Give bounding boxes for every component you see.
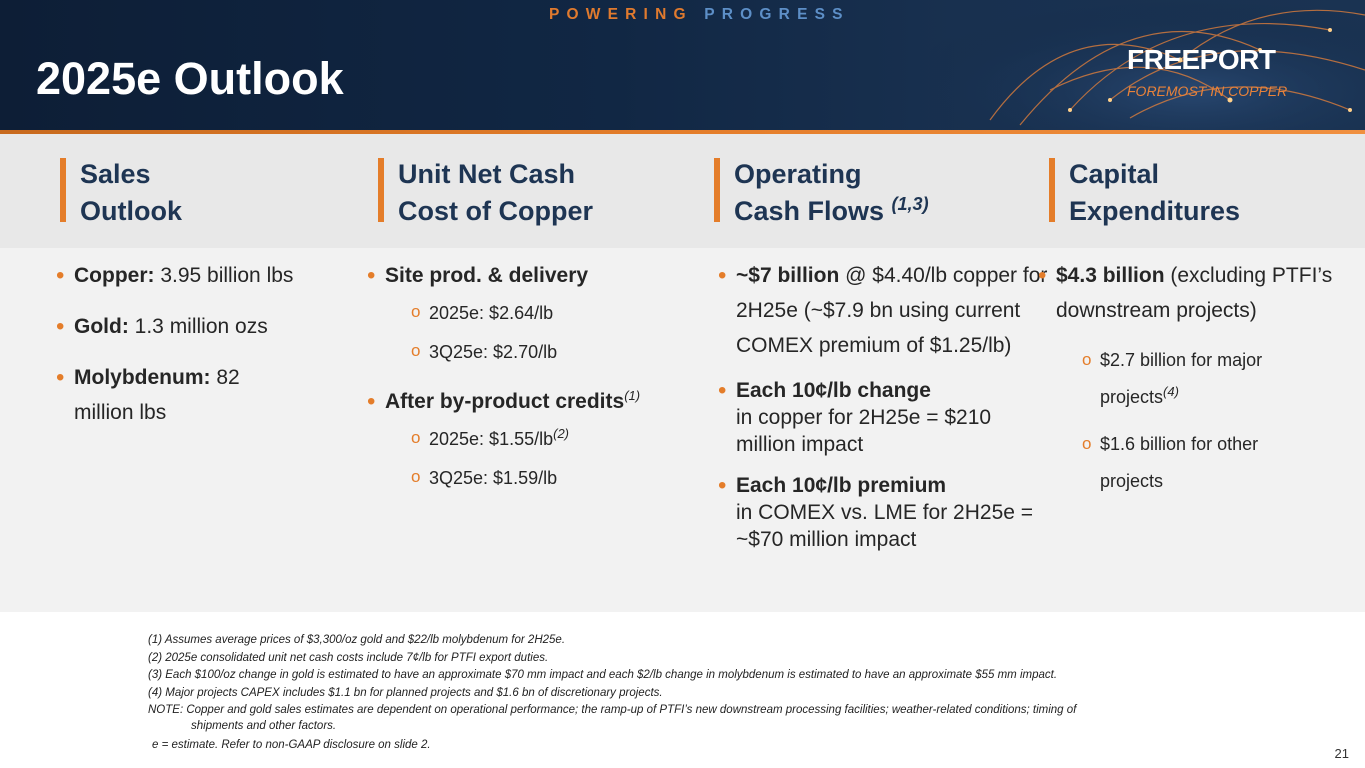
footnotes	[148, 632, 1248, 754]
capex-column	[1038, 258, 1338, 500]
heading-accent-bar	[1049, 158, 1055, 222]
capex-heading	[1049, 156, 1240, 232]
tagline	[549, 6, 850, 24]
note: NOTE: Copper and gold sales estimates are dependent on operational performance; the ramp-up of PTFI’s new downstream processing facilities; weather-related conditions; timing of	[148, 704, 1077, 716]
bullet-label: Molybdenum:	[74, 366, 211, 389]
sub-list-item	[411, 464, 687, 492]
bullet-text: (excluding PTFI’s downstream projects)	[1056, 264, 1333, 322]
sub-list-item	[411, 338, 687, 366]
footnote: (4) Major projects CAPEX includes $1.1 bn for planned projects and $1.6 bn of discretionary projects.	[148, 686, 663, 699]
sub-list-item	[1082, 342, 1302, 416]
sub-list-item	[411, 425, 687, 453]
bullet-label: • Each 10¢/lb premium	[736, 474, 947, 497]
heading-line: Unit Net Cash	[398, 159, 576, 189]
heading-line: Capital	[1069, 159, 1160, 189]
heading-accent-bar	[714, 158, 720, 222]
bullet-text: @ $4.40/lb copper for 2H25e (~$7.9 bn using current COMEX premium of $1.25/lb)	[736, 264, 1048, 357]
heading-line: Operating	[734, 159, 862, 189]
cash-flows-heading	[714, 156, 929, 232]
footnote: (2) 2025e consolidated unit net cash costs include 7¢/lb for PTFI export duties.	[148, 651, 549, 664]
sub-item-text: 3Q25e: $1.59/lb	[429, 468, 558, 488]
footnote-ref: (4)	[1163, 384, 1179, 399]
bullet-label: Site prod. & delivery	[385, 264, 589, 287]
list-item	[56, 360, 286, 430]
tagline-progress: PROGRESS	[704, 6, 850, 23]
list-item	[718, 377, 1048, 458]
bullet-text: in copper for 2H25e = $210 million impact	[736, 406, 992, 456]
bullet-label: After by-product credits	[385, 390, 625, 413]
tagline-powering: POWERING	[549, 6, 693, 23]
sub-list-item	[411, 299, 687, 327]
cash-flows-column	[718, 258, 1048, 553]
header-banner	[0, 0, 1365, 130]
estimate-note: e = estimate. Refer to non-GAAP disclosure on slide 2.	[152, 738, 431, 751]
bullet-label: Copper:	[74, 264, 155, 287]
footnote-ref: (1,3)	[891, 194, 929, 214]
heading-line: Expenditures	[1069, 196, 1241, 226]
heading-line: Outlook	[80, 196, 182, 226]
heading-accent-bar	[378, 158, 384, 222]
unit-cost-heading	[378, 156, 593, 232]
list-item	[718, 258, 1048, 363]
bullet-text: in COMEX vs. LME for 2H25e = ~$70 million impact	[736, 501, 1034, 551]
heading-accent-bar	[60, 158, 66, 222]
footnote: (3) Each $100/oz change in gold is estimated to have an approximate $70 mm impact and each $2/lb change in molybdenum is estimated to have an approximate $55 mm impact.	[148, 669, 1058, 681]
bullet-text: 1.3 million ozs	[128, 315, 268, 338]
heading-text: Cash Flows	[734, 196, 885, 226]
footnote: (1) Assumes average prices of $3,300/oz gold and $22/lb molybdenum for 2H25e.	[148, 634, 566, 646]
sales-outlook-column	[56, 258, 326, 430]
freeport-logo: FREEPORT	[1127, 44, 1276, 75]
sub-list-item	[1082, 426, 1302, 500]
list-item	[367, 384, 687, 419]
sales-outlook-heading	[60, 156, 182, 232]
bullet-label: • Each 10¢/lb change	[736, 379, 931, 402]
page-number: 21	[1334, 746, 1349, 761]
note-continued: shipments and other factors.	[191, 719, 337, 732]
unit-cost-column	[367, 258, 687, 492]
logo-tagline: FOREMOST IN COPPER	[1127, 83, 1288, 99]
sub-item-text: $2.7 billion for major projects	[1100, 350, 1263, 407]
sub-item-text: 2025e: $1.55/lb	[429, 429, 554, 449]
footnote-ref: (2)	[553, 426, 570, 441]
list-item	[718, 472, 1048, 553]
bullet-label: $4.3 billion	[1056, 264, 1165, 287]
bullet-text: 3.95 billion lbs	[154, 264, 294, 287]
bullet-label: ~$7 billion	[736, 264, 840, 287]
page-title: 2025e Outlook	[36, 53, 344, 104]
list-item	[56, 258, 326, 293]
sub-item-text: 2025e: $2.64/lb	[429, 303, 554, 323]
sub-item-text: 3Q25e: $2.70/lb	[429, 342, 558, 362]
heading-line: Cost of Copper	[398, 196, 593, 226]
heading-line: Sales	[80, 159, 151, 189]
bullet-label: Gold:	[74, 315, 129, 338]
footnote-ref: (1)	[624, 388, 641, 403]
sub-item-text: $1.6 billion for other projects	[1100, 434, 1259, 491]
list-item	[56, 309, 326, 344]
list-item	[1038, 258, 1338, 328]
bullet-text: 82 million lbs	[74, 366, 240, 424]
heading-line	[734, 193, 929, 230]
list-item	[367, 258, 687, 293]
